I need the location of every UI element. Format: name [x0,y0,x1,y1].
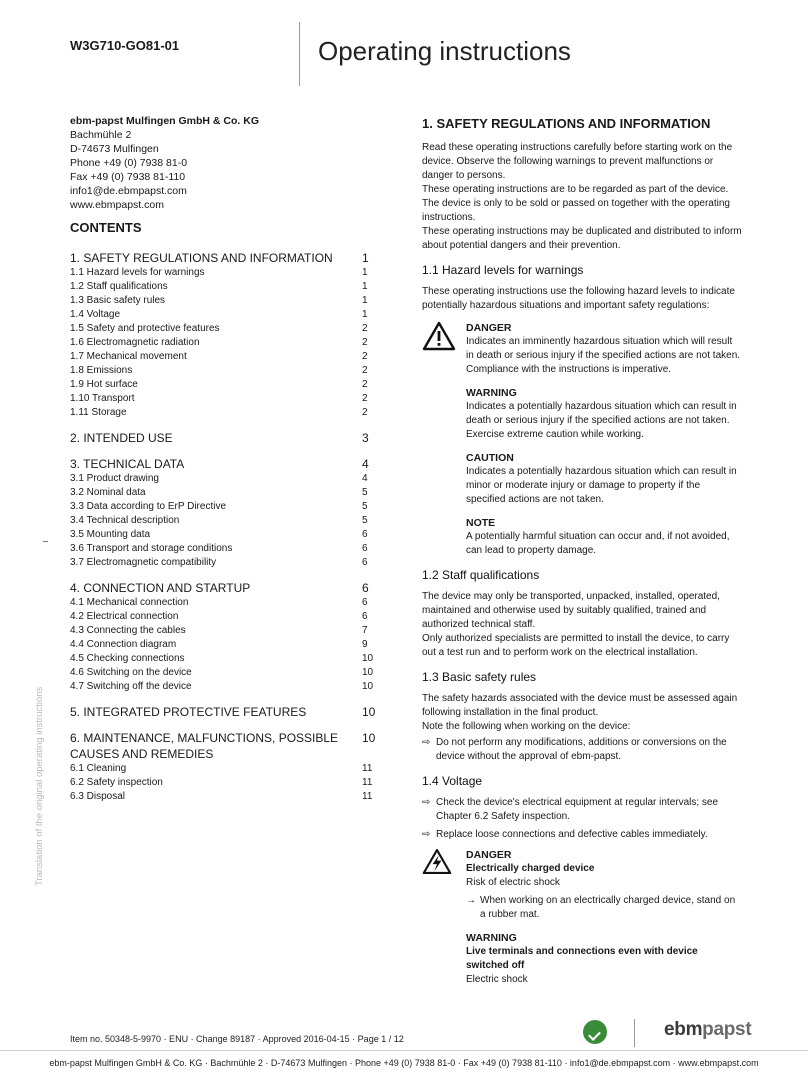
toc-entry-page: 9 [362,639,368,650]
double-arrow-bullet-icon: ⇨ [422,797,431,808]
voltage-hazard-block [422,848,742,987]
address-phone: Phone +49 (0) 7938 81-0 [70,157,188,169]
toc-entry-page: 6 [362,611,368,622]
toc-entry-page: 1 [362,267,368,278]
toc-section [70,430,382,446]
toc-entry-page: 2 [362,393,368,404]
toc-entry-page: 6 [362,543,368,554]
toc-sub-entry[interactable] [70,528,382,542]
toc-sub-entry[interactable] [70,680,382,694]
address-web[interactable]: www.ebmpapst.com [70,199,164,211]
toc-entry-label: 1.11 Storage [70,407,127,418]
warning-label: WARNING [466,387,517,399]
toc-entry-label: 6.3 Disposal [70,791,126,802]
staff-paragraph-2: Only authorized specialists are permitted to install the device, to carry out a test run and to perform work on the electrical installation. [422,633,730,658]
basic-paragraph-1: The safety hazards associated with the device must be assessed again following installation in the final product. [422,693,738,718]
toc-entry-page: 5 [362,487,368,498]
toc-section [70,730,382,804]
toc-entry-page: 10 [362,667,374,678]
toc-entry-label: 4.6 Switching on the device [70,667,192,678]
toc-entry-page: 10 [362,705,376,719]
toc-entry-label: 6. MAINTENANCE, MALFUNCTIONS, POSSIBLE CAUSES AND REMEDIES [70,731,339,761]
toc-gap [70,420,382,430]
toc-section [70,250,382,420]
toc-sub-entry[interactable] [70,280,382,294]
toc-entry-page: 2 [362,407,368,418]
toc-sub-entry[interactable] [70,472,382,486]
toc-entry-label: 2. INTENDED USE [70,431,173,445]
toc-sub-entry[interactable] [70,336,382,350]
toc-sub-entry[interactable] [70,610,382,624]
right-arrow-icon: → [466,895,476,906]
address-city: D-74673 Mulfingen [70,143,159,155]
toc-sub-entry[interactable] [70,624,382,638]
note-label: NOTE [466,517,496,529]
toc-entry-label: 1.9 Hot surface [70,379,138,390]
voltage-danger-sub: Risk of electric shock [466,877,560,888]
toc-section [70,580,382,694]
toc-major-entry[interactable] [70,730,382,762]
double-arrow-bullet-icon: ⇨ [422,829,431,840]
double-arrow-bullet-icon: ⇨ [422,737,431,748]
toc-entry-label: 3.1 Product drawing [70,473,159,484]
left-column [70,114,382,804]
heading-voltage: 1.4 Voltage [422,774,483,788]
right-column [422,114,742,987]
toc-section [70,456,382,570]
toc-major-entry[interactable] [70,704,382,720]
voltage-danger-title: Electrically charged device [466,863,595,874]
intro-paragraph-2: These operating instructions are to be regarded as part of the device. The device is only to be sold or passed on together with the operating instructions. [422,184,730,223]
basic-paragraph-2: Note the following when working on the device: [422,721,631,732]
toc-sub-entry[interactable] [70,652,382,666]
header-divider [299,22,300,86]
toc-entry-label: 1.2 Staff qualifications [70,281,168,292]
table-of-contents [70,250,382,804]
voltage-danger-action [466,894,742,922]
toc-gap [70,446,382,456]
toc-sub-entry[interactable] [70,500,382,514]
intro-paragraph-3: These operating instructions may be duplicated and distributed to inform about potential dangers and their prevention. [422,226,742,251]
danger-text: Indicates an imminently hazardous situation which will result in death or serious injury if the specified actions are not taken. Compliance with the instructions is imperative. [466,336,741,375]
toc-entry-label: 3.3 Data according to ErP Directive [70,501,227,512]
warning-text: Indicates a potentially hazardous situation which can result in death or serious injury if the specified actions are not taken. Exercise extreme caution while working. [466,401,737,440]
toc-sub-entry[interactable] [70,542,382,556]
toc-entry-label: 1.4 Voltage [70,309,121,320]
toc-sub-entry[interactable] [70,406,382,420]
toc-entry-page: 4 [362,473,368,484]
address-email[interactable]: info1@de.ebmpapst.com [70,185,187,197]
heading-basic-safety-rules: 1.3 Basic safety rules [422,670,537,684]
toc-entry-label: 4.7 Switching off the device [70,681,192,692]
toc-sub-entry[interactable] [70,364,382,378]
toc-sub-entry[interactable] [70,266,382,280]
voltage-bullet-1 [422,796,742,824]
toc-section [70,704,382,720]
hazard-intro: These operating instructions use the following hazard levels to indicate potentially hazardous situations and important safety regulations: [422,286,735,311]
toc-sub-entry[interactable] [70,556,382,570]
voltage-bullet-2-text: Replace loose connections and defective cables immediately. [436,829,708,840]
toc-entry-label: 4.1 Mechanical connection [70,597,189,608]
heading-staff-qualifications: 1.2 Staff qualifications [422,568,540,582]
toc-sub-entry[interactable] [70,776,382,790]
toc-entry-label: 1.10 Transport [70,393,135,404]
toc-entry-page: 6 [362,581,369,595]
toc-sub-entry[interactable] [70,762,382,776]
voltage-danger-label: DANGER [466,849,512,861]
toc-entry-label: 4.5 Checking connections [70,653,185,664]
toc-entry-page: 7 [362,625,368,636]
staff-paragraph-1: The device may only be transported, unpacked, installed, operated, maintained and otherwise used by suitably qualified, trained and authorized technical staff. [422,591,720,630]
toc-entry-page: 4 [362,457,369,471]
footer-divider [0,1050,808,1051]
toc-entry-label: 6.1 Cleaning [70,763,127,774]
footer-address: ebm-papst Mulfingen GmbH & Co. KG · Bachmühle 2 · D-74673 Mulfingen · Phone +49 (0) 7938 81-0 · Fax +49 (0) 7938 81-110 · info1@de.ebmpapst.com · www.ebmpapst.com [49,1058,759,1068]
toc-entry-page: 1 [362,295,368,306]
toc-entry-page: 1 [362,309,368,320]
toc-entry-label: 3. TECHNICAL DATA [70,457,185,471]
toc-major-entry[interactable] [70,250,382,266]
toc-entry-page: 6 [362,557,368,568]
voltage-warning-title: Live terminals and connections even with device switched off [466,946,698,971]
voltage-warning [466,931,742,987]
toc-gap [70,570,382,580]
caution-label: CAUTION [466,452,514,464]
toc-entry-label: 6.2 Safety inspection [70,777,163,788]
toc-entry-label: 3.4 Technical description [70,515,180,526]
toc-entry-page: 5 [362,501,368,512]
toc-sub-entry[interactable] [70,638,382,652]
toc-entry-label: 3.6 Transport and storage conditions [70,543,233,554]
address-street: Bachmühle 2 [70,129,132,141]
caution-text: Indicates a potentially hazardous situation which can result in minor or moderate injury or damage to property if the specified actions are not taken. [466,466,737,505]
page-title: Operating instructions [318,36,571,66]
toc-sub-entry[interactable] [70,308,382,322]
warning-triangle-lightning-icon [422,848,452,875]
toc-entry-page: 1 [362,281,368,292]
voltage-danger [466,848,742,922]
basic-bullet [422,736,742,764]
toc-sub-entry[interactable] [70,392,382,406]
note-text: A potentially harmful situation can occur and, if not avoided, can lead to property damage. [466,531,730,556]
toc-entry-label: 5. INTEGRATED PROTECTIVE FEATURES [70,705,307,719]
section-title-safety: 1. SAFETY REGULATIONS AND INFORMATION [422,116,711,131]
logo-divider [634,1019,635,1047]
toc-sub-entry[interactable] [70,596,382,610]
toc-entry-page: 10 [362,731,376,745]
voltage-bullet-2 [422,828,742,842]
hazard-levels-block [422,321,742,558]
footer-document-meta: Item no. 50348-5-9970 · ENU · Change 89187 · Approved 2016-04-15 · Page 1 / 12 [70,1034,404,1044]
toc-entry-page: 1 [362,251,369,265]
hazard-caution [466,451,742,507]
voltage-warning-sub: Electric shock [466,974,528,985]
warning-triangle-exclamation-icon [422,321,456,351]
toc-entry-label: 1.6 Electromagnetic radiation [70,337,200,348]
voltage-warning-label: WARNING [466,932,517,944]
toc-sub-entry[interactable] [70,378,382,392]
toc-sub-entry[interactable] [70,790,382,804]
toc-sub-entry[interactable] [70,294,382,308]
toc-entry-label: 1.3 Basic safety rules [70,295,166,306]
toc-entry-label: 3.2 Nominal data [70,487,146,498]
toc-entry-label: 4.4 Connection diagram [70,639,177,650]
basic-bullet-text: Do not perform any modifications, additions or conversions on the device without the approval of ebm-papst. [436,737,727,762]
company-name: ebm-papst Mulfingen GmbH & Co. KG [70,115,259,127]
toc-sub-entry[interactable] [70,486,382,500]
address-fax: Fax +49 (0) 7938 81-110 [70,171,186,183]
toc-entry-label: 4. CONNECTION AND STARTUP [70,581,251,595]
toc-sub-entry[interactable] [70,666,382,680]
hazard-warning [466,386,742,442]
toc-entry-label: 3.5 Mounting data [70,529,151,540]
toc-entry-page: 2 [362,323,368,334]
toc-entry-label: 1.1 Hazard levels for warnings [70,267,205,278]
contents-title: CONTENTS [70,220,142,235]
toc-gap [70,694,382,704]
toc-entry-label: 1.5 Safety and protective features [70,323,220,334]
hazard-note [466,516,742,558]
toc-entry-page: 2 [362,379,368,390]
toc-entry-label: 1. SAFETY REGULATIONS AND INFORMATION [70,251,333,265]
side-translation-note: Translation of the original operating instructions [34,686,45,886]
toc-entry-page: 3 [362,431,369,445]
toc-sub-entry[interactable] [70,350,382,364]
company-address [70,114,382,212]
toc-entry-page: 6 [362,529,368,540]
voltage-bullet-1-text: Check the device's electrical equipment at regular intervals; see Chapter 6.2 Safety inspection. [436,797,719,822]
toc-gap [70,720,382,730]
margin-tick [43,541,48,542]
toc-sub-entry[interactable] [70,322,382,336]
toc-major-entry[interactable] [70,456,382,472]
hazard-danger [466,321,742,377]
toc-entry-page: 2 [362,365,368,376]
document-code: W3G710-GO81-01 [70,38,180,53]
toc-entry-page: 11 [362,777,373,788]
toc-entry-label: 4.2 Electrical connection [70,611,179,622]
toc-entry-page: 6 [362,597,368,608]
toc-entry-page: 10 [362,681,374,692]
ebmpapst-logo: ebmpapst [664,1019,752,1040]
toc-entry-page: 5 [362,515,368,526]
toc-entry-label: 1.7 Mechanical movement [70,351,187,362]
toc-entry-page: 10 [362,653,374,664]
intro-paragraph-1: Read these operating instructions carefully before starting work on the device. Observe the following warnings to prevent malfunctions or danger to persons. [422,142,733,181]
toc-entry-page: 2 [362,351,368,362]
toc-sub-entry[interactable] [70,514,382,528]
voltage-danger-action-text: When working on an electrically charged device, stand on a rubber mat. [480,895,736,920]
toc-entry-label: 1.8 Emissions [70,365,133,376]
toc-entry-page: 2 [362,337,368,348]
toc-entry-label: 3.7 Electromagnetic compatibility [70,557,217,568]
toc-entry-page: 11 [362,791,373,802]
toc-major-entry[interactable] [70,430,382,446]
green-checkmark-badge-icon [583,1020,607,1044]
heading-hazard-levels: 1.1 Hazard levels for warnings [422,263,584,277]
danger-label: DANGER [466,322,512,334]
toc-entry-label: 4.3 Connecting the cables [70,625,186,636]
toc-major-entry[interactable] [70,580,382,596]
toc-entry-page: 11 [362,763,373,774]
